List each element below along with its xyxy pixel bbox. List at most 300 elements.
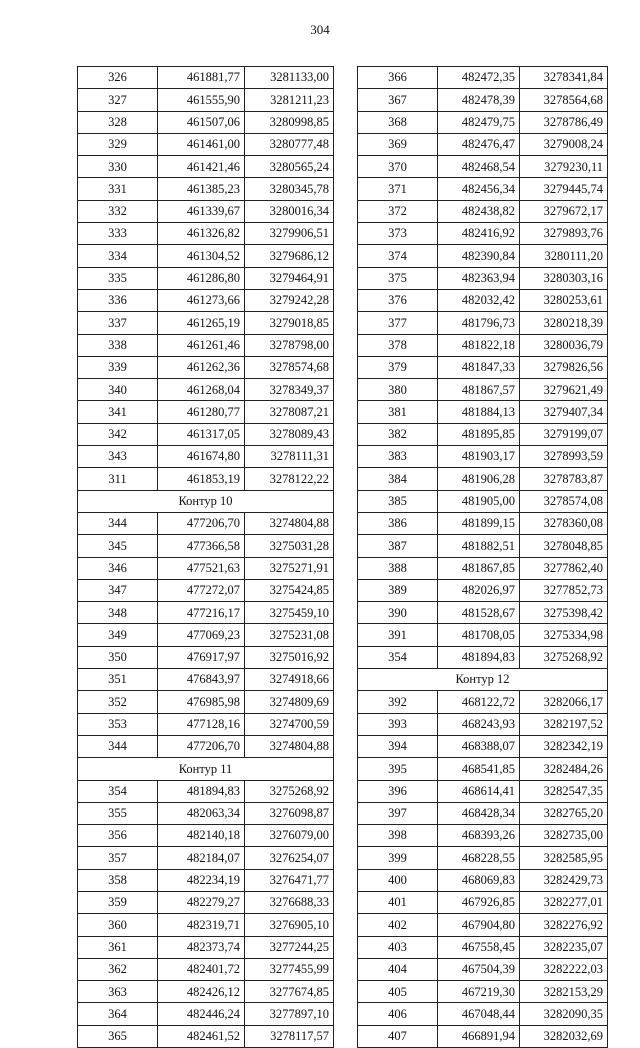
x-coordinate-cell: 482032,42 (438, 289, 520, 311)
y-coordinate-cell: 3277244,25 (245, 936, 334, 958)
page-number: 304 (310, 22, 330, 37)
point-number-cell: 362 (78, 958, 158, 980)
point-number-cell: 339 (78, 356, 158, 378)
y-coordinate-cell: 3279906,51 (245, 223, 334, 245)
point-number-cell: 360 (78, 914, 158, 936)
contour-header-row (78, 490, 334, 512)
y-coordinate-cell: 3275334,98 (520, 624, 608, 646)
table-row (358, 468, 608, 490)
point-number-cell: 365 (78, 1025, 158, 1047)
point-number-cell: 380 (358, 379, 438, 401)
point-number-cell: 400 (358, 869, 438, 891)
point-number-cell: 349 (78, 624, 158, 646)
table-row (358, 446, 608, 468)
y-coordinate-cell: 3274918,66 (245, 669, 334, 691)
point-number-cell: 404 (358, 958, 438, 980)
table-row (78, 535, 334, 557)
table-row (78, 289, 334, 311)
point-number-cell: 405 (358, 981, 438, 1003)
point-number-cell: 348 (78, 602, 158, 624)
point-number-cell: 383 (358, 446, 438, 468)
x-coordinate-cell: 461262,36 (158, 356, 245, 378)
point-number-cell: 337 (78, 312, 158, 334)
y-coordinate-cell: 3279826,56 (520, 356, 608, 378)
y-coordinate-cell: 3276098,87 (245, 802, 334, 824)
table-row (358, 111, 608, 133)
point-number-cell: 368 (358, 111, 438, 133)
x-coordinate-cell: 461881,77 (158, 67, 245, 89)
point-number-cell: 342 (78, 423, 158, 445)
point-number-cell: 354 (358, 646, 438, 668)
y-coordinate-cell: 3282484,26 (520, 758, 608, 780)
y-coordinate-cell: 3276905,10 (245, 914, 334, 936)
x-coordinate-cell: 468122,72 (438, 691, 520, 713)
point-number-cell: 372 (358, 200, 438, 222)
point-number-cell: 401 (358, 891, 438, 913)
y-coordinate-cell: 3275459,10 (245, 602, 334, 624)
table-row (78, 379, 334, 401)
x-coordinate-cell: 481822,18 (438, 334, 520, 356)
x-coordinate-cell: 468388,07 (438, 735, 520, 757)
table-row (78, 869, 334, 891)
y-coordinate-cell: 3279621,49 (520, 379, 608, 401)
table-row (358, 758, 608, 780)
table-row (358, 356, 608, 378)
x-coordinate-cell: 482026,97 (438, 579, 520, 601)
point-number-cell: 343 (78, 446, 158, 468)
point-number-cell: 344 (78, 512, 158, 534)
point-number-cell: 382 (358, 423, 438, 445)
table-row (78, 557, 334, 579)
table-row (358, 691, 608, 713)
table-row (78, 200, 334, 222)
table-row (78, 713, 334, 735)
point-number-cell: 357 (78, 847, 158, 869)
x-coordinate-cell: 482373,74 (158, 936, 245, 958)
table-row (358, 490, 608, 512)
y-coordinate-cell: 3274804,88 (245, 735, 334, 757)
y-coordinate-cell: 3280036,79 (520, 334, 608, 356)
y-coordinate-cell: 3280345,78 (245, 178, 334, 200)
x-coordinate-cell: 481847,33 (438, 356, 520, 378)
point-number-cell: 347 (78, 579, 158, 601)
x-coordinate-cell: 461674,80 (158, 446, 245, 468)
y-coordinate-cell: 3280253,61 (520, 289, 608, 311)
table-row (358, 735, 608, 757)
x-coordinate-cell: 482063,34 (158, 802, 245, 824)
table-row (78, 512, 334, 534)
table-row (78, 691, 334, 713)
x-coordinate-cell: 482456,34 (438, 178, 520, 200)
y-coordinate-cell: 3282547,35 (520, 780, 608, 802)
coordinates-table-left (77, 66, 334, 1048)
x-coordinate-cell: 482279,27 (158, 891, 245, 913)
x-coordinate-cell: 481884,13 (438, 401, 520, 423)
point-number-cell: 353 (78, 713, 158, 735)
x-coordinate-cell: 468614,41 (438, 780, 520, 802)
x-coordinate-cell: 482234,19 (158, 869, 245, 891)
y-coordinate-cell: 3282429,73 (520, 869, 608, 891)
x-coordinate-cell: 482319,71 (158, 914, 245, 936)
table-row (358, 512, 608, 534)
table-row (78, 624, 334, 646)
point-number-cell: 392 (358, 691, 438, 713)
point-number-cell: 350 (78, 646, 158, 668)
x-coordinate-cell: 477366,58 (158, 535, 245, 557)
x-coordinate-cell: 477206,70 (158, 735, 245, 757)
x-coordinate-cell: 461326,82 (158, 223, 245, 245)
x-coordinate-cell: 477128,16 (158, 713, 245, 735)
point-number-cell: 398 (358, 825, 438, 847)
table-row (78, 423, 334, 445)
x-coordinate-cell: 481903,17 (438, 446, 520, 468)
table-row (358, 602, 608, 624)
table-row (358, 334, 608, 356)
y-coordinate-cell: 3280998,85 (245, 111, 334, 133)
x-coordinate-cell: 482468,54 (438, 156, 520, 178)
y-coordinate-cell: 3282235,07 (520, 936, 608, 958)
point-number-cell: 326 (78, 67, 158, 89)
point-number-cell: 333 (78, 223, 158, 245)
x-coordinate-cell: 482478,39 (438, 89, 520, 111)
table-row (358, 891, 608, 913)
x-coordinate-cell: 482401,72 (158, 958, 245, 980)
y-coordinate-cell: 3276688,33 (245, 891, 334, 913)
x-coordinate-cell: 481867,85 (438, 557, 520, 579)
table-row (358, 379, 608, 401)
y-coordinate-cell: 3281211,23 (245, 89, 334, 111)
y-coordinate-cell: 3278564,68 (520, 89, 608, 111)
x-coordinate-cell: 481899,15 (438, 512, 520, 534)
table-row (78, 958, 334, 980)
contour-header: Контур 10 (78, 490, 334, 512)
table-row (358, 200, 608, 222)
y-coordinate-cell: 3282276,92 (520, 914, 608, 936)
x-coordinate-cell: 481905,00 (438, 490, 520, 512)
point-number-cell: 358 (78, 869, 158, 891)
table-row (358, 981, 608, 1003)
point-number-cell: 384 (358, 468, 438, 490)
table-row (78, 602, 334, 624)
x-coordinate-cell: 461339,67 (158, 200, 245, 222)
point-number-cell: 334 (78, 245, 158, 267)
point-number-cell: 329 (78, 133, 158, 155)
y-coordinate-cell: 3279199,07 (520, 423, 608, 445)
table-row (358, 914, 608, 936)
y-coordinate-cell: 3277897,10 (245, 1003, 334, 1025)
x-coordinate-cell: 481894,83 (438, 646, 520, 668)
y-coordinate-cell: 3278111,31 (245, 446, 334, 468)
x-coordinate-cell: 482426,12 (158, 981, 245, 1003)
x-coordinate-cell: 477216,17 (158, 602, 245, 624)
y-coordinate-cell: 3282090,35 (520, 1003, 608, 1025)
table-row (78, 401, 334, 423)
table-row (78, 111, 334, 133)
x-coordinate-cell: 467504,39 (438, 958, 520, 980)
table-row (78, 1025, 334, 1047)
point-number-cell: 331 (78, 178, 158, 200)
x-coordinate-cell: 481796,73 (438, 312, 520, 334)
table-row (358, 223, 608, 245)
y-coordinate-cell: 3282342,19 (520, 735, 608, 757)
table-row (358, 245, 608, 267)
y-coordinate-cell: 3279407,34 (520, 401, 608, 423)
point-number-cell: 394 (358, 735, 438, 757)
y-coordinate-cell: 3282765,20 (520, 802, 608, 824)
x-coordinate-cell: 461304,52 (158, 245, 245, 267)
point-number-cell: 346 (78, 557, 158, 579)
table-row (358, 780, 608, 802)
y-coordinate-cell: 3278341,84 (520, 67, 608, 89)
table-row (358, 802, 608, 824)
point-number-cell: 385 (358, 490, 438, 512)
contour-header-row (78, 758, 334, 780)
table-row (78, 825, 334, 847)
point-number-cell: 378 (358, 334, 438, 356)
contour-header: Контур 12 (358, 669, 608, 691)
point-number-cell: 377 (358, 312, 438, 334)
right-table-body (358, 67, 608, 1048)
table-row (78, 223, 334, 245)
x-coordinate-cell: 481906,28 (438, 468, 520, 490)
table-row (78, 646, 334, 668)
point-number-cell: 399 (358, 847, 438, 869)
y-coordinate-cell: 3279893,76 (520, 223, 608, 245)
point-number-cell: 335 (78, 267, 158, 289)
x-coordinate-cell: 481895,85 (438, 423, 520, 445)
point-number-cell: 406 (358, 1003, 438, 1025)
point-number-cell: 364 (78, 1003, 158, 1025)
x-coordinate-cell: 468541,85 (438, 758, 520, 780)
point-number-cell: 352 (78, 691, 158, 713)
y-coordinate-cell: 3278349,37 (245, 379, 334, 401)
table-row (78, 312, 334, 334)
table-row (358, 713, 608, 735)
point-number-cell: 351 (78, 669, 158, 691)
table-row (78, 579, 334, 601)
x-coordinate-cell: 467904,80 (438, 914, 520, 936)
table-row (358, 178, 608, 200)
y-coordinate-cell: 3275231,08 (245, 624, 334, 646)
y-coordinate-cell: 3282735,00 (520, 825, 608, 847)
point-number-cell: 327 (78, 89, 158, 111)
y-coordinate-cell: 3274809,69 (245, 691, 334, 713)
y-coordinate-cell: 3281133,00 (245, 67, 334, 89)
point-number-cell: 386 (358, 512, 438, 534)
table-row (358, 579, 608, 601)
table-row (78, 936, 334, 958)
table-row (78, 981, 334, 1003)
y-coordinate-cell: 3279008,24 (520, 133, 608, 155)
table-row (358, 423, 608, 445)
x-coordinate-cell: 482476,47 (438, 133, 520, 155)
x-coordinate-cell: 482479,75 (438, 111, 520, 133)
y-coordinate-cell: 3279464,91 (245, 267, 334, 289)
x-coordinate-cell: 477521,63 (158, 557, 245, 579)
y-coordinate-cell: 3280565,24 (245, 156, 334, 178)
contour-header: Контур 11 (78, 758, 334, 780)
table-row (358, 289, 608, 311)
point-number-cell: 361 (78, 936, 158, 958)
y-coordinate-cell: 3278360,08 (520, 512, 608, 534)
x-coordinate-cell: 468428,34 (438, 802, 520, 824)
x-coordinate-cell: 476843,97 (158, 669, 245, 691)
point-number-cell: 328 (78, 111, 158, 133)
coordinates-table-right (357, 66, 608, 1048)
x-coordinate-cell: 461265,19 (158, 312, 245, 334)
x-coordinate-cell: 481867,57 (438, 379, 520, 401)
y-coordinate-cell: 3277852,73 (520, 579, 608, 601)
y-coordinate-cell: 3282066,17 (520, 691, 608, 713)
x-coordinate-cell: 467926,85 (438, 891, 520, 913)
y-coordinate-cell: 3278574,68 (245, 356, 334, 378)
point-number-cell: 366 (358, 67, 438, 89)
point-number-cell: 387 (358, 535, 438, 557)
y-coordinate-cell: 3280218,39 (520, 312, 608, 334)
y-coordinate-cell: 3276471,77 (245, 869, 334, 891)
table-row (358, 1025, 608, 1047)
point-number-cell: 367 (358, 89, 438, 111)
table-row (358, 312, 608, 334)
table-row (78, 891, 334, 913)
point-number-cell: 341 (78, 401, 158, 423)
table-row (78, 468, 334, 490)
y-coordinate-cell: 3282222,03 (520, 958, 608, 980)
x-coordinate-cell: 482363,94 (438, 267, 520, 289)
y-coordinate-cell: 3276079,00 (245, 825, 334, 847)
point-number-cell: 330 (78, 156, 158, 178)
table-row (78, 780, 334, 802)
point-number-cell: 403 (358, 936, 438, 958)
x-coordinate-cell: 476985,98 (158, 691, 245, 713)
y-coordinate-cell: 3279686,12 (245, 245, 334, 267)
x-coordinate-cell: 482472,35 (438, 67, 520, 89)
y-coordinate-cell: 3275268,92 (245, 780, 334, 802)
table-row (78, 334, 334, 356)
point-number-cell: 363 (78, 981, 158, 1003)
x-coordinate-cell: 468069,83 (438, 869, 520, 891)
x-coordinate-cell: 468243,93 (438, 713, 520, 735)
table-row (78, 156, 334, 178)
point-number-cell: 381 (358, 401, 438, 423)
table-row (358, 267, 608, 289)
x-coordinate-cell: 477069,23 (158, 624, 245, 646)
y-coordinate-cell: 3275271,91 (245, 557, 334, 579)
y-coordinate-cell: 3277674,85 (245, 981, 334, 1003)
y-coordinate-cell: 3278783,87 (520, 468, 608, 490)
y-coordinate-cell: 3279018,85 (245, 312, 334, 334)
x-coordinate-cell: 461268,04 (158, 379, 245, 401)
y-coordinate-cell: 3277455,99 (245, 958, 334, 980)
point-number-cell: 374 (358, 245, 438, 267)
x-coordinate-cell: 481528,67 (438, 602, 520, 624)
y-coordinate-cell: 3282153,29 (520, 981, 608, 1003)
y-coordinate-cell: 3279230,11 (520, 156, 608, 178)
x-coordinate-cell: 461853,19 (158, 468, 245, 490)
table-row (78, 847, 334, 869)
point-number-cell: 373 (358, 223, 438, 245)
table-row (78, 267, 334, 289)
left-table-body (78, 67, 334, 1048)
point-number-cell: 359 (78, 891, 158, 913)
table-row (358, 958, 608, 980)
point-number-cell: 375 (358, 267, 438, 289)
point-number-cell: 395 (358, 758, 438, 780)
y-coordinate-cell: 3278117,57 (245, 1025, 334, 1047)
y-coordinate-cell: 3275424,85 (245, 579, 334, 601)
y-coordinate-cell: 3278574,08 (520, 490, 608, 512)
table-row (78, 89, 334, 111)
table-row (78, 669, 334, 691)
y-coordinate-cell: 3275268,92 (520, 646, 608, 668)
table-row (78, 446, 334, 468)
y-coordinate-cell: 3279242,28 (245, 289, 334, 311)
table-row (358, 557, 608, 579)
y-coordinate-cell: 3274700,59 (245, 713, 334, 735)
x-coordinate-cell: 476917,97 (158, 646, 245, 668)
point-number-cell: 340 (78, 379, 158, 401)
y-coordinate-cell: 3282032,69 (520, 1025, 608, 1047)
y-coordinate-cell: 3277862,40 (520, 557, 608, 579)
table-row (358, 156, 608, 178)
x-coordinate-cell: 477206,70 (158, 512, 245, 534)
x-coordinate-cell: 461555,90 (158, 89, 245, 111)
table-row (358, 624, 608, 646)
x-coordinate-cell: 481708,05 (438, 624, 520, 646)
x-coordinate-cell: 482416,92 (438, 223, 520, 245)
y-coordinate-cell: 3276254,07 (245, 847, 334, 869)
table-row (358, 847, 608, 869)
y-coordinate-cell: 3279672,17 (520, 200, 608, 222)
x-coordinate-cell: 461280,77 (158, 401, 245, 423)
point-number-cell: 397 (358, 802, 438, 824)
table-row (78, 178, 334, 200)
x-coordinate-cell: 482461,52 (158, 1025, 245, 1047)
table-row (358, 133, 608, 155)
point-number-cell: 376 (358, 289, 438, 311)
x-coordinate-cell: 467048,44 (438, 1003, 520, 1025)
table-row (358, 1003, 608, 1025)
y-coordinate-cell: 3278993,59 (520, 446, 608, 468)
point-number-cell: 338 (78, 334, 158, 356)
y-coordinate-cell: 3282197,52 (520, 713, 608, 735)
y-coordinate-cell: 3278087,21 (245, 401, 334, 423)
point-number-cell: 388 (358, 557, 438, 579)
point-number-cell: 396 (358, 780, 438, 802)
table-row (78, 1003, 334, 1025)
x-coordinate-cell: 467558,45 (438, 936, 520, 958)
table-row (358, 646, 608, 668)
table-row (358, 535, 608, 557)
y-coordinate-cell: 3282277,01 (520, 891, 608, 913)
point-number-cell: 370 (358, 156, 438, 178)
table-row (358, 67, 608, 89)
x-coordinate-cell: 461461,00 (158, 133, 245, 155)
point-number-cell: 391 (358, 624, 438, 646)
point-number-cell: 389 (358, 579, 438, 601)
point-number-cell: 356 (78, 825, 158, 847)
point-number-cell: 369 (358, 133, 438, 155)
table-row (78, 735, 334, 757)
table-row (78, 67, 334, 89)
y-coordinate-cell: 3280303,16 (520, 267, 608, 289)
x-coordinate-cell: 482140,18 (158, 825, 245, 847)
y-coordinate-cell: 3275031,28 (245, 535, 334, 557)
y-coordinate-cell: 3280777,48 (245, 133, 334, 155)
table-row (358, 936, 608, 958)
y-coordinate-cell: 3275016,92 (245, 646, 334, 668)
table-row (78, 914, 334, 936)
